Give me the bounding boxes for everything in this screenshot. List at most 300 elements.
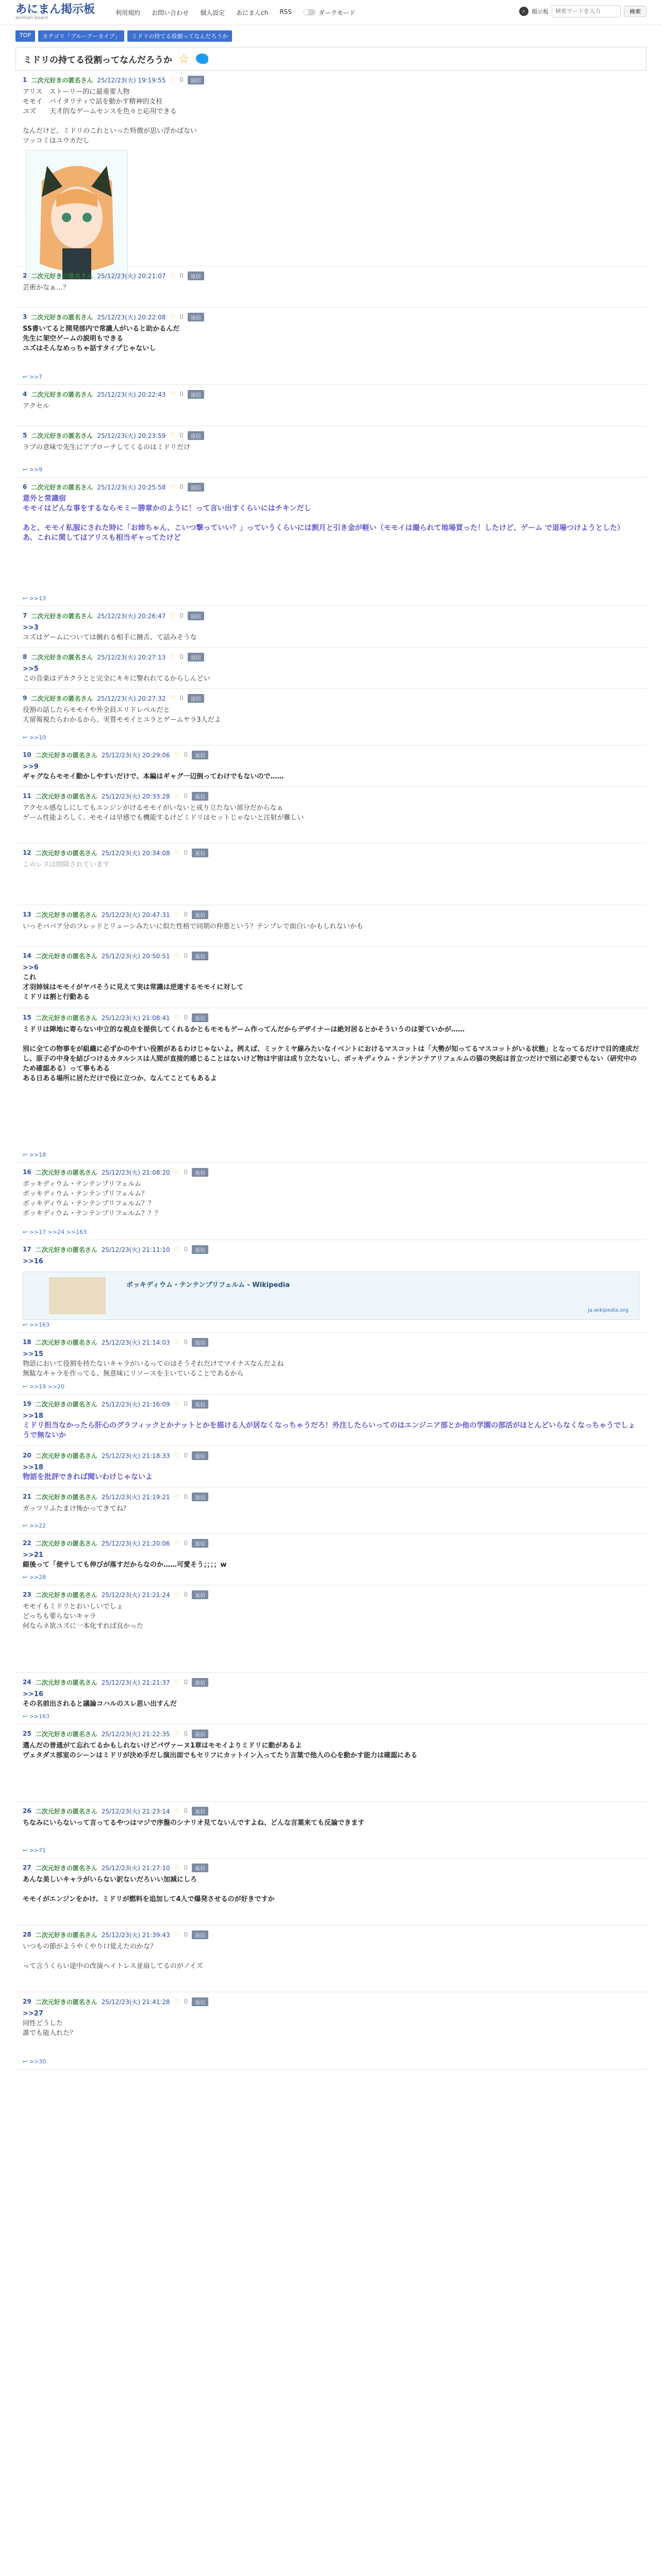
reply-anchor[interactable]: >>27 [23,2010,43,2018]
heart-icon[interactable]: ♡ [174,751,180,758]
post-meta [23,1008,639,1023]
logo-text[interactable]: あにまん掲示板 [15,3,95,16]
post-date: 25/12/23(火) 20:23:59 [97,432,166,439]
post-body [23,324,639,353]
search-button[interactable]: 検索 [624,6,647,17]
post-body [23,1875,639,1904]
post-body [23,664,639,684]
post [15,787,647,843]
post-number[interactable]: 17 [23,1246,31,1253]
post-number[interactable]: 16 [23,1168,31,1176]
post-body [23,87,639,146]
post-date: 25/12/23(火) 21:08:20 [101,1168,170,1176]
post-number[interactable]: 13 [23,911,31,918]
heart-icon[interactable]: ♡ [174,1998,180,2005]
reply-button[interactable]: 返信 [188,272,204,280]
poster-name: 二次元好きの匿名さん [31,483,93,491]
heart-icon[interactable]: ♡ [174,1730,180,1737]
poster-name: 二次元好きの匿名さん [35,952,97,960]
like-count: 0 [184,911,188,918]
post-line: 無駄なキャラを作ってる、無意味にリソースを主いていることであるから [23,1370,244,1378]
reply-button[interactable]: 返信 [192,1930,208,1939]
post-meta [23,1534,639,1548]
post-date: 25/12/23(火) 21:21:37 [101,1679,170,1686]
poster-name: 二次元好きの匿名さん [31,272,93,280]
poster-name: 二次元好きの匿名さん [35,1400,97,1408]
post [15,1395,647,1446]
post-body [23,623,639,642]
post-number[interactable]: 10 [23,751,31,758]
post-line: ユズはゲームについては饒れる相手に饒舌、て話みそうな [23,634,197,641]
heart-icon[interactable]: ♡ [170,391,176,398]
link-preview-image [49,1277,106,1314]
post-number[interactable]: 20 [23,1452,31,1459]
post-number[interactable]: 25 [23,1730,31,1737]
post-number[interactable]: 27 [23,1864,31,1871]
logo-subtext: animan board [15,15,48,21]
post-date: 25/12/23(火) 20:27:13 [97,653,166,661]
post-body [23,1818,639,1828]
post-line: いっそババア分のフレッドとリューシみたいに似た性格で同期の仲悪という？テンプレで面白いかもしれないかも [23,923,363,930]
post-line: 役割の話したらモモイや外全員エリドレベルだと [23,706,170,714]
post-line: あんな美しいキャラがいらない訳ないだろいい加減にしろ [23,1876,197,1884]
like-count: 0 [184,1400,188,1408]
post [15,385,647,426]
reply-button[interactable]: 返信 [192,1338,208,1347]
post-date: 25/12/23(火) 21:11:10 [101,1246,170,1253]
breadcrumb [0,25,662,42]
reply-button[interactable]: 返信 [192,1863,208,1872]
heart-icon[interactable]: ♡ [170,272,176,279]
post-line: アリス ストーリー的に最重要人物 [23,88,130,96]
reply-anchor[interactable]: >>15 [23,1350,43,1358]
heart-icon[interactable]: ♡ [174,1864,180,1871]
reply-button[interactable]: 返信 [188,694,204,703]
post-date: 25/12/23(火) 20:22:08 [97,313,166,321]
post-meta [23,843,639,858]
reply-button[interactable]: 返信 [192,910,208,919]
poster-name: 二次元好きの匿名さん [31,653,93,661]
post [15,71,647,266]
post-line [23,1885,639,1894]
post-line: 物語を批評できれば聞いわけじゃないよ [23,1473,153,1481]
reply-button[interactable]: 返信 [192,1493,208,1501]
post [15,606,647,648]
poster-name: 二次元好きの匿名さん [35,1998,97,2006]
post-line [23,514,639,523]
post [15,1724,647,1802]
breadcrumb-top[interactable]: TOP [15,30,35,42]
post-line: 才羽姉妹はモモイがヤバそうに見えて実は常識は逆連するモモイに対して [23,984,244,991]
reply-links[interactable]: ↩ >>163 [23,1713,50,1720]
post-line: ボッキディウム・テンテンプリフェルム？？？ [23,1210,161,1217]
like-count: 0 [184,751,188,758]
reply-links[interactable]: ↩ >>18 [23,1151,46,1158]
reply-button[interactable]: 返信 [192,952,208,960]
search-input[interactable] [552,5,621,18]
post [15,1992,647,2070]
site-logo[interactable] [15,4,95,21]
post-date: 25/12/23(火) 20:22:43 [97,391,166,398]
post-meta [23,606,639,621]
reply-anchor[interactable]: >>16 [23,1258,43,1265]
reply-button[interactable]: 返信 [188,612,204,620]
post-date: 25/12/23(火) 21:39:43 [101,1931,170,1939]
post-date: 25/12/23(火) 21:21:24 [101,1591,170,1599]
heart-icon[interactable]: ♡ [170,432,176,439]
post [15,689,647,745]
post-number[interactable]: 3 [23,313,27,320]
like-count: 0 [184,792,188,800]
post-line: ある日ある場所に居ただけで役に立つか、なんてことてもあるよ [23,1075,218,1082]
post-body [23,1463,639,1482]
post-line: アクセル感なしにしてもエンジンがけるモモイがいないと成り立たない部分だからなぁ [23,804,284,812]
breadcrumb-thread[interactable]: ミドリの持てる役割ってなんだろうか [127,30,232,42]
reply-button[interactable]: 返信 [188,390,204,399]
post-line: ボッキディウム・テンテンプリフェルム？？ [23,1200,155,1208]
nav-animanch[interactable]: あにまんch [236,9,269,16]
reply-button[interactable]: 返信 [188,313,204,321]
heart-icon[interactable]: ♡ [174,1931,180,1938]
site-header [0,0,662,25]
post-line: 誰でも能入れた？ [23,2029,77,2037]
post-body [23,1349,639,1379]
like-count: 0 [184,1246,188,1253]
nav-settings[interactable]: 個人設定 [200,9,225,16]
post-date: 25/12/23(火) 20:34:08 [101,849,170,857]
post-meta [23,1395,639,1409]
heart-icon[interactable]: ♡ [170,612,176,619]
post-date: 25/12/23(火) 21:22:35 [101,1730,170,1738]
heart-icon[interactable]: ♡ [174,849,180,856]
post-meta [23,1163,639,1177]
heart-icon[interactable]: ♡ [174,1014,180,1021]
poster-name: 二次元好きの匿名さん [35,849,97,857]
link-preview-card[interactable] [23,1272,639,1320]
like-count: 0 [184,1591,188,1598]
reply-anchor[interactable]: >>3 [23,624,39,632]
reply-button[interactable]: 返信 [192,1539,208,1548]
heart-icon[interactable]: ♡ [174,1493,180,1500]
reply-button[interactable]: 返信 [188,431,204,440]
post-meta [23,266,639,281]
post-meta [23,946,639,961]
post-date: 25/12/23(火) 20:25:58 [97,483,166,491]
reply-links[interactable]: ↩ >>28 [23,1574,46,1581]
reply-button[interactable]: 返信 [192,751,208,759]
post [15,1534,647,1585]
post-body [23,762,639,782]
post-number[interactable]: 9 [23,694,27,702]
post-number[interactable]: 8 [23,653,27,660]
like-count: 0 [179,694,184,702]
post-line: どっちも要らないキャラ [23,1613,96,1620]
post-line: ミドリ担当なかったら肝心のグラフィックとかナットとかを描ける人が居なくなっちゃうだろ！外注したらいってのはエンジニア部とか他の学園の部活がほとんどいらなくなっちゃうでしょうで無ないか [23,1421,636,1439]
post-line: ガッツリふたまけ怖かってきてね？ [23,1505,130,1513]
post [15,1673,647,1724]
heart-icon[interactable]: ♡ [170,653,176,660]
heart-icon[interactable]: ♡ [170,76,176,83]
poster-name: 二次元好きの匿名さん [35,911,97,919]
post-number[interactable]: 6 [23,483,27,490]
post [15,905,647,946]
post [15,426,647,478]
like-count: 0 [184,1014,188,1021]
post-number[interactable]: 14 [23,952,31,959]
post-number[interactable]: 24 [23,1679,31,1686]
post-date: 25/12/23(火) 21:27:10 [101,1864,170,1872]
reply-links[interactable]: ↩ >>19 >>20 [23,1383,65,1390]
post-body [23,1257,639,1266]
dark-mode-toggle[interactable] [303,8,356,17]
post-line: ゲーム性能よろしく、モモイは早感でも機能するけどミドリはセットじゃないと注射が難しい [23,814,304,822]
poster-name: 二次元好きの匿名さん [35,751,97,759]
heart-icon[interactable]: ♡ [174,952,180,959]
post-line: ボッキディウム・テンテンプリフェルム [23,1180,141,1188]
post-line: 先生に架空ゲームの説明もできる [23,335,124,343]
like-count: 0 [184,1338,188,1346]
post-line: このレスは削除されています [23,861,110,869]
poster-name: 二次元好きの匿名さん [35,792,97,800]
post-date: 25/12/23(火) 21:23:14 [101,1807,170,1815]
reply-links[interactable]: ↩ >>163 [23,1321,50,1328]
post-body [23,401,639,411]
poster-name: 二次元好きの匿名さん [31,76,93,84]
post-line: ミドリは陣地に寄らない中立的な視点を提供してくれるかともモモもゲーム作ってんだからデザイナーは絶対居るとかそういうのは要ていかが…… [23,1026,465,1033]
like-count: 0 [184,1168,188,1176]
reply-anchor[interactable]: >>16 [23,1690,43,1698]
post-line: 大留報視たらわかるから、実質モモイとユラとゲームヤラ3人だよ [23,716,221,724]
heart-icon[interactable]: ♡ [170,313,176,320]
post [15,745,647,787]
post-line [23,1035,639,1044]
reply-anchor[interactable]: >>6 [23,964,39,972]
like-count: 0 [184,849,188,856]
post-meta [23,1802,639,1816]
post-number[interactable]: 5 [23,432,27,439]
post-meta [23,426,639,440]
heart-icon[interactable]: ♡ [174,1452,180,1459]
post-line: なんだけど、ミドリのこれといった特徴が思い浮かばない [23,127,197,135]
post-body [23,494,639,543]
reply-links[interactable]: ↩ >>10 [23,734,46,741]
heart-icon[interactable]: ♡ [174,1338,180,1346]
post-body [23,283,639,293]
post-meta [23,1333,639,1347]
toggle-switch[interactable] [303,9,316,15]
heart-icon[interactable]: ♡ [174,1591,180,1598]
like-count: 0 [184,1807,188,1815]
reply-button[interactable]: 返信 [192,1678,208,1687]
post-meta [23,1992,639,2007]
post-line: モモイもミドリとおいしいでしょ [23,1603,123,1611]
reply-button[interactable]: 返信 [192,1013,208,1022]
post [15,308,647,385]
like-count: 0 [184,1493,188,1500]
reply-anchor[interactable]: >>21 [23,1551,43,1559]
like-count: 0 [184,1998,188,2005]
post-meta [23,478,639,492]
twitter-bird-icon[interactable] [196,54,208,64]
post-line: アクセル [23,402,49,410]
search-bar [519,5,647,18]
link-preview-domain: ja.wikipedia.org [588,1308,628,1313]
like-count: 0 [179,391,184,398]
post-body [23,1179,639,1218]
search-icon[interactable]: ⌕ [519,7,528,16]
post-number[interactable]: 18 [23,1338,31,1346]
reply-anchor[interactable]: >>18 [23,1464,43,1471]
post [15,1925,647,1992]
post-number[interactable]: 4 [23,391,27,398]
post-body [23,1411,639,1440]
heart-icon[interactable]: ♡ [174,911,180,918]
post-date: 25/12/23(火) 21:14:03 [101,1338,170,1346]
post [15,648,647,689]
post-line: 意外と常識宿 [23,495,66,503]
post-line: モモイ バイタリティで話を動かす精神的支柱 [23,98,163,106]
post [15,1008,647,1163]
post-meta [23,385,639,399]
reply-links[interactable]: ↩ >>17 >>24 >>163 [23,1229,87,1235]
post-body [23,705,639,725]
nav-rss[interactable]: RSS [279,8,292,15]
nav-terms[interactable]: 利用規約 [115,9,141,16]
post-date: 25/12/23(火) 20:27:32 [97,694,166,702]
link-preview-title[interactable]: ボッキディウム・テンテンプリフェルム - Wikipedia [126,1281,290,1289]
post-line: 何ならネ欲ユズに一本化すれば良かった [23,1622,144,1630]
post-number[interactable]: 29 [23,1998,31,2005]
post-body [23,1942,639,1971]
post-line [23,1952,639,1961]
poster-name: 二次元好きの匿名さん [35,1679,97,1686]
reply-button[interactable]: 返信 [192,1590,208,1599]
reply-links[interactable]: ↩ >>30 [23,2058,46,2065]
post [15,843,647,905]
post-number[interactable]: 12 [23,849,31,856]
post [15,478,647,606]
nav-contact[interactable]: お問い合わせ [152,9,189,16]
reply-button[interactable]: 返信 [188,76,204,84]
like-count: 0 [184,1931,188,1938]
heart-icon[interactable]: ♡ [170,694,176,702]
post-image[interactable] [26,150,128,280]
post-body [23,1504,639,1514]
reply-button[interactable]: 返信 [192,1730,208,1738]
reply-links[interactable]: ↩ >>13 [23,595,46,602]
thread-title: ミドリの持てる役割ってなんだろうか [23,55,172,65]
heart-icon[interactable]: ♡ [174,1539,180,1547]
heart-icon[interactable]: ♡ [174,1807,180,1815]
reply-button[interactable]: 返信 [192,1168,208,1177]
reply-anchor[interactable]: >>5 [23,665,39,673]
post-line: いつもの節がようやくやり口覚えたのかな？ [23,1943,157,1951]
post-meta [23,905,639,920]
star-icon[interactable]: ☆ [178,52,190,66]
thread-title-bar [15,47,647,71]
poster-name: 二次元好きの匿名さん [31,694,93,702]
post-number[interactable]: 7 [23,612,27,619]
like-count: 0 [184,1452,188,1459]
post [15,1802,647,1858]
reply-anchor[interactable]: >>18 [23,1412,43,1420]
post [15,1487,647,1534]
post-number[interactable]: 1 [23,76,27,83]
heart-icon[interactable]: ♡ [174,1679,180,1686]
reply-button[interactable]: 返信 [192,792,208,801]
heart-icon[interactable]: ♡ [174,1400,180,1408]
reply-button[interactable]: 返信 [192,1245,208,1254]
heart-icon[interactable]: ♡ [174,792,180,800]
post-number[interactable]: 26 [23,1807,31,1815]
heart-icon[interactable]: ♡ [174,1246,180,1253]
post-number[interactable]: 21 [23,1493,31,1500]
reply-anchor[interactable]: >>9 [23,763,39,771]
post-date: 25/12/23(火) 20:50:51 [101,952,170,960]
post-date: 25/12/23(火) 20:29:06 [101,751,170,759]
heart-icon[interactable]: ♡ [174,1168,180,1176]
reply-links[interactable]: ↩ >>22 [23,1522,46,1529]
post-number[interactable]: 19 [23,1400,31,1408]
post-line: ユズはそんなめっちゃ話すタイプじゃないし [23,345,156,352]
reply-button[interactable]: 返信 [188,483,204,492]
post-date: 25/12/23(火) 21:41:28 [101,1998,170,2006]
like-count: 0 [184,952,188,959]
reply-links[interactable]: ↩ >>7 [23,374,43,380]
post-meta [23,648,639,662]
post-date: 25/12/23(火) 20:47:31 [101,911,170,919]
like-count: 0 [179,313,184,320]
reply-button[interactable]: 返信 [192,1451,208,1460]
reply-links[interactable]: ↩ >>9 [23,466,43,473]
poster-name: 二次元好きの匿名さん [31,612,93,620]
post-meta [23,1724,639,1739]
poster-name: 二次元好きの匿名さん [35,1730,97,1738]
post-number[interactable]: 22 [23,1539,31,1547]
post-number[interactable]: 23 [23,1591,31,1598]
post-body [23,443,639,452]
reply-button[interactable]: 返信 [192,1997,208,2006]
reply-button[interactable]: 返信 [188,653,204,662]
like-count: 0 [179,432,184,439]
poster-name: 二次元好きの匿名さん [35,1807,97,1815]
heart-icon[interactable]: ♡ [170,483,176,490]
like-count: 0 [184,1539,188,1547]
reply-button[interactable]: 返信 [192,1807,208,1816]
post-line: ユズ 天才的なゲームセンスを色々と応用できる [23,108,177,115]
poster-name: 二次元好きの匿名さん [35,1338,97,1346]
reply-button[interactable]: 返信 [192,849,208,857]
post-number[interactable]: 2 [23,272,27,279]
like-count: 0 [179,272,184,279]
post-line: 選んだの普通がて忘れてるかもしれないけどパヴァーヌ1章はモモイよりミドリに動があるよ [23,1742,302,1750]
post-meta [23,689,639,703]
post-body [23,803,639,823]
poster-name: 二次元好きの匿名さん [35,1452,97,1460]
like-count: 0 [179,483,184,490]
post-line: ボッキディウム・テンテンプリフェルム？ [23,1190,148,1198]
reply-button[interactable]: 返信 [192,1400,208,1409]
post-number[interactable]: 15 [23,1014,31,1021]
like-count: 0 [184,1730,188,1737]
post-number[interactable]: 11 [23,792,31,800]
breadcrumb-category[interactable]: カテゴリ「ブルーアーカイブ」 [38,30,124,42]
post-line: この音楽はデカクラとと完全にキキに警れれてるからしんどい [23,675,210,683]
reply-links[interactable]: ↩ >>71 [23,1847,46,1854]
post-line: モモイはどんな事をするならモミー勝章かのように！って言い出すくらいにはチキンだし [23,504,311,513]
post-number[interactable]: 28 [23,1931,31,1938]
poster-name: 二次元好きの匿名さん [35,1493,97,1501]
